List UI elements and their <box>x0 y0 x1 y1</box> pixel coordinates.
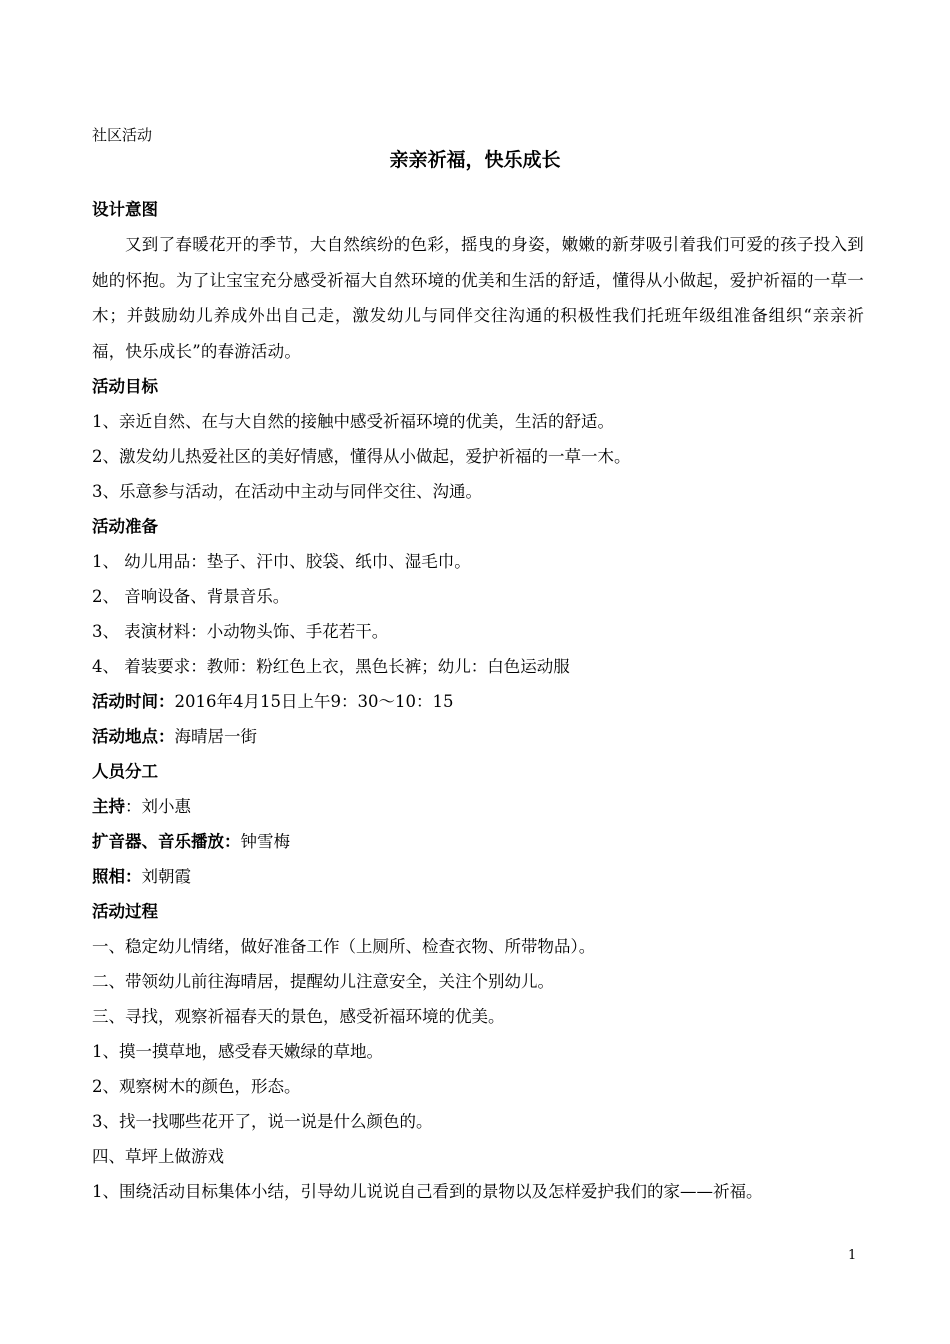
page-number: 1 <box>848 1248 857 1263</box>
goal-item: 2、激发幼儿热爱社区的美好情感，懂得从小做起，爱护祈福的一草一木。 <box>92 447 631 466</box>
process-item: 一、稳定幼儿情绪，做好准备工作（上厕所、检查衣物、所带物品）。 <box>92 937 596 956</box>
process-item: 1、围绕活动目标集体小结，引导幼儿说说自己看到的景物以及怎样爱护我们的家——祈福。 <box>92 1182 763 1201</box>
sound-label: 扩音器、音乐播放： <box>92 832 241 851</box>
prep-item: 1、 幼儿用品：垫子、汗巾、胶袋、纸巾、湿毛巾。 <box>92 552 471 571</box>
sound-row <box>92 824 864 859</box>
goal-item: 3、乐意参与活动，在活动中主动与同伴交往、沟通。 <box>92 482 482 501</box>
prep-item: 4、 着装要求：教师：粉红色上衣，黑色长裤；幼儿：白色运动服 <box>92 657 570 676</box>
document-body <box>92 192 864 1209</box>
time-value: 2016年4月15日上午9：30～10：15 <box>174 692 454 711</box>
goals-heading: 活动目标 <box>92 377 158 396</box>
process-heading: 活动过程 <box>92 902 158 921</box>
design-paragraph: 又到了春暖花开的季节，大自然缤纷的色彩，摇曳的身姿，嫩嫩的新芽吸引着我们可爱的孩子投入到她的怀抱。为了让宝宝充分感受祈福大自然环境的优美和生活的舒适，懂得从小做起，爱护祈福的一草一木；并鼓励幼儿养成外出自己走，激发幼儿与同伴交往沟通的积极性我们托班年级组准备组织“亲亲祈福，快乐成长”的春游活动。 <box>92 235 864 361</box>
host-row <box>92 789 864 824</box>
design-heading: 设计意图 <box>92 200 158 219</box>
process-item: 3、找一找哪些花开了，说一说是什么颜色的。 <box>92 1112 433 1131</box>
place-label: 活动地点： <box>92 727 175 746</box>
process-item: 三、寻找，观察祈福春天的景色，感受祈福环境的优美。 <box>92 1007 505 1026</box>
prep-heading: 活动准备 <box>92 517 158 536</box>
time-row <box>92 684 864 719</box>
prep-item: 3、 表演材料：小动物头饰、手花若干。 <box>92 622 389 641</box>
process-item: 1、摸一摸草地，感受春天嫩绿的草地。 <box>92 1042 383 1061</box>
place-row <box>92 719 864 754</box>
process-item: 四、草坪上做游戏 <box>92 1147 224 1166</box>
place-value: 海晴居一街 <box>174 727 257 746</box>
photo-row <box>92 859 864 894</box>
sound-value: 钟雪梅 <box>240 832 290 851</box>
document-title: 亲亲祈福，快乐成长 <box>389 149 561 171</box>
document-category: 社区活动 <box>92 126 153 144</box>
host-value: ：刘小惠 <box>125 797 191 816</box>
process-item: 2、观察树木的颜色，形态。 <box>92 1077 301 1096</box>
staff-heading: 人员分工 <box>92 762 158 781</box>
goal-item: 1、亲近自然、在与大自然的接触中感受祈福环境的优美，生活的舒适。 <box>92 412 614 431</box>
photo-value: 刘朝霞 <box>141 867 191 886</box>
photo-label: 照相： <box>92 867 142 886</box>
prep-item: 2、 音响设备、背景音乐。 <box>92 587 290 606</box>
time-label: 活动时间： <box>92 692 175 711</box>
host-label: 主持 <box>92 797 125 816</box>
process-item: 二、带领幼儿前往海晴居，提醒幼儿注意安全，关注个别幼儿。 <box>92 972 554 991</box>
